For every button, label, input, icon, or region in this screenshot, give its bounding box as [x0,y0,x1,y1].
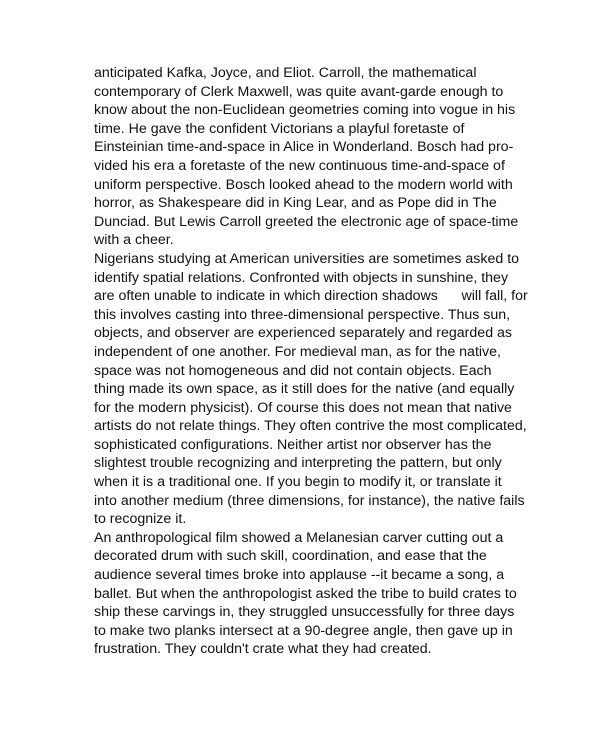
text-line: anticipated Kafka, Joyce, and Eliot. Carroll, the mathematical [94,65,477,81]
text-line: know about the non-Euclidean geometries coming into vogue in his [94,102,516,119]
text-line: sophisticated configurations. Neither artist nor observer has the [94,436,492,453]
text-line: An anthropological film showed a Melanesian carver cutting out a [94,529,504,546]
text-line: are often unable to indicate in which direction shadows will fall, for [94,288,528,305]
text-line: frustration. They couldn't crate what they had created. [94,641,432,658]
text-line: ballet. But when the anthropologist asked the tribe to build crates to [94,585,517,602]
text-line: uniform perspective. Bosch looked ahead to the modern world with [94,176,513,193]
body-text [94,64,528,659]
text-line: Nigerians studying at American universities are sometimes asked to [94,250,520,267]
text-line: with a cheer. [94,232,174,249]
text-line: audience several times broke into applause --it became a song, a [94,567,505,584]
text-line: horror, as Shakespeare did in King Lear, and as Pope did in The [94,195,497,212]
text-line: to make two planks intersect at a 90-degree angle, then gave up in [94,622,513,639]
text-line: decorated drum with such skill, coordination, and ease that the [94,548,487,565]
text-line: artists do not relate things. They often contrive the most complicated, [94,418,527,435]
text-line: thing made its own space, as it still does for the native (and equally [94,381,515,398]
text-line: independent of one another. For medieval man, as for the native, [94,343,501,360]
text-line: for the modern physicist). Of course this does not mean that native [94,399,512,416]
text-line: when it is a traditional one. If you begin to modify it, or translate it [94,474,502,491]
text-line: Einsteinian time-and-space in Alice in Wonderland. Bosch had pro- [94,139,514,156]
text-line: to recognize it. [94,511,187,528]
text-line: ship these carvings in, they struggled unsuccessfully for three days [94,604,515,621]
text-line: identify spatial relations. Confronted with objects in sunshine, they [94,269,509,286]
text-line: vided his era a foretaste of the new continuous time-and-space of [94,157,505,174]
text-line: this involves casting into three-dimensional perspective. Thus sun, [94,306,511,323]
text-line: space was not homogeneous and did not contain objects. Each [94,362,492,379]
text-line: into another medium (three dimensions, for instance), the native fails [94,492,525,509]
text-line: contemporary of Clerk Maxwell, was quite avant-garde enough to [94,83,504,100]
text-line: time. He gave the confident Victorians a playful foretaste of [94,120,465,137]
text-line: slightest trouble recognizing and interpreting the pattern, but only [94,455,502,472]
text-line: Dunciad. But Lewis Carroll greeted the electronic age of space-time [94,213,519,230]
text-line: objects, and observer are experienced separately and regarded as [94,325,513,342]
